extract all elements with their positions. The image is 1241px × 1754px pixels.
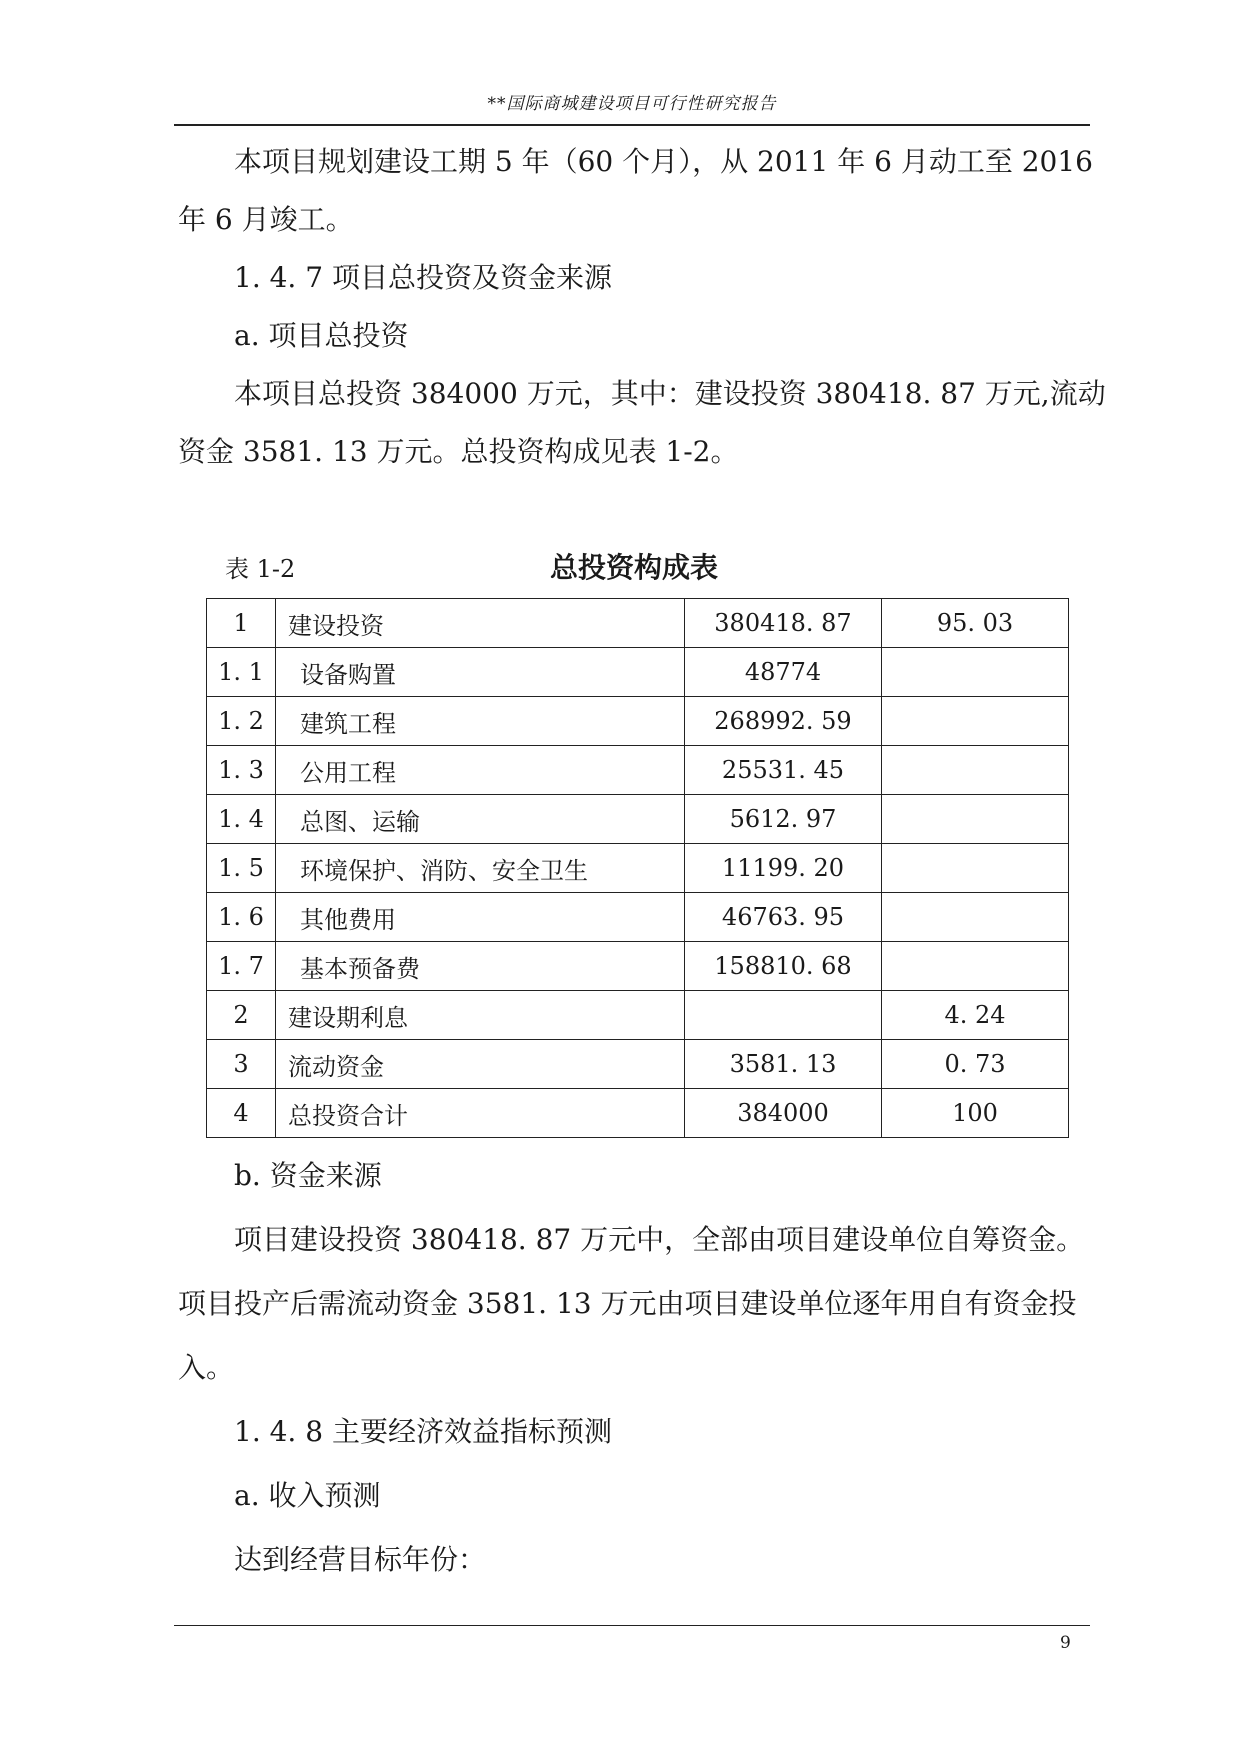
row-number: 4 xyxy=(207,1089,276,1138)
table-row xyxy=(207,795,1069,844)
row-amount: 158810. 68 xyxy=(685,942,882,991)
table-row xyxy=(207,697,1069,746)
row-number: 1. 7 xyxy=(207,942,276,991)
table-title: 总投资构成表 xyxy=(549,551,718,584)
table-row xyxy=(207,1040,1069,1089)
paragraph-schedule-line2: 年 6 月竣工。 xyxy=(178,203,354,236)
row-amount: 25531. 45 xyxy=(685,746,882,795)
row-percentage xyxy=(882,697,1069,746)
page-number: 9 xyxy=(1060,1633,1071,1653)
row-item-name: 公用工程 xyxy=(276,746,685,795)
row-percentage xyxy=(882,795,1069,844)
subheading-total-investment: a. 项目总投资 xyxy=(234,319,409,352)
row-percentage: 100 xyxy=(882,1089,1069,1138)
row-item-name: 环境保护、消防、安全卫生 xyxy=(276,844,685,893)
section-heading-1-4-7: 1. 4. 7 项目总投资及资金来源 xyxy=(234,261,612,294)
table-row xyxy=(207,648,1069,697)
row-amount: 3581. 13 xyxy=(685,1040,882,1089)
row-number: 1. 4 xyxy=(207,795,276,844)
row-amount xyxy=(685,991,882,1040)
row-percentage xyxy=(882,648,1069,697)
row-item-name: 总图、运输 xyxy=(276,795,685,844)
paragraph-investment-line2: 资金 3581. 13 万元。总投资构成见表 1-2。 xyxy=(178,435,739,468)
row-amount: 384000 xyxy=(685,1089,882,1138)
table-row xyxy=(207,599,1069,648)
row-item-name: 其他费用 xyxy=(276,893,685,942)
row-percentage xyxy=(882,844,1069,893)
row-item-name: 流动资金 xyxy=(276,1040,685,1089)
row-item-name: 基本预备费 xyxy=(276,942,685,991)
investment-table xyxy=(206,598,1069,1138)
row-item-name: 建设投资 xyxy=(276,599,685,648)
row-amount: 48774 xyxy=(685,648,882,697)
paragraph-target-year: 达到经营目标年份： xyxy=(234,1543,487,1576)
paragraph-schedule-line1: 本项目规划建设工期 5 年（60 个月），从 2011 年 6 月动工至 2016 xyxy=(234,145,1093,178)
table-caption: 表 1-2 xyxy=(225,555,296,583)
row-number: 3 xyxy=(207,1040,276,1089)
row-number: 1. 5 xyxy=(207,844,276,893)
row-percentage xyxy=(882,942,1069,991)
row-number: 1. 2 xyxy=(207,697,276,746)
table-row xyxy=(207,893,1069,942)
table-row xyxy=(207,746,1069,795)
subheading-revenue-forecast: a. 收入预测 xyxy=(234,1479,381,1512)
row-item-name: 建设期利息 xyxy=(276,991,685,1040)
table-row xyxy=(207,942,1069,991)
table-row xyxy=(207,844,1069,893)
table-row xyxy=(207,1089,1069,1138)
paragraph-funding-line1: 项目建设投资 380418. 87 万元中，全部由项目建设单位自筹资金。 xyxy=(234,1223,1085,1256)
row-amount: 5612. 97 xyxy=(685,795,882,844)
row-number: 1. 3 xyxy=(207,746,276,795)
footer-divider xyxy=(174,1625,1090,1626)
page-header xyxy=(174,84,1090,126)
row-amount: 380418. 87 xyxy=(685,599,882,648)
row-amount: 11199. 20 xyxy=(685,844,882,893)
row-item-name: 建筑工程 xyxy=(276,697,685,746)
row-percentage: 95. 03 xyxy=(882,599,1069,648)
row-item-name: 设备购置 xyxy=(276,648,685,697)
row-item-name: 总投资合计 xyxy=(276,1089,685,1138)
row-amount: 268992. 59 xyxy=(685,697,882,746)
row-percentage: 4. 24 xyxy=(882,991,1069,1040)
row-number: 1. 6 xyxy=(207,893,276,942)
header-title: **国际商城建设项目可行性研究报告 xyxy=(487,94,777,114)
row-percentage: 0. 73 xyxy=(882,1040,1069,1089)
paragraph-investment-line1: 本项目总投资 384000 万元，其中：建设投资 380418. 87 万元,流动 xyxy=(234,377,1106,410)
paragraph-funding-line2: 项目投产后需流动资金 3581. 13 万元由项目建设单位逐年用自有资金投 xyxy=(178,1287,1077,1320)
row-number: 1. 1 xyxy=(207,648,276,697)
row-number: 1 xyxy=(207,599,276,648)
section-heading-1-4-8: 1. 4. 8 主要经济效益指标预测 xyxy=(234,1415,612,1448)
row-percentage xyxy=(882,893,1069,942)
table-row xyxy=(207,991,1069,1040)
paragraph-funding-line3: 入。 xyxy=(178,1351,235,1384)
subheading-funding-source: b. 资金来源 xyxy=(234,1159,382,1192)
row-amount: 46763. 95 xyxy=(685,893,882,942)
row-number: 2 xyxy=(207,991,276,1040)
row-percentage xyxy=(882,746,1069,795)
